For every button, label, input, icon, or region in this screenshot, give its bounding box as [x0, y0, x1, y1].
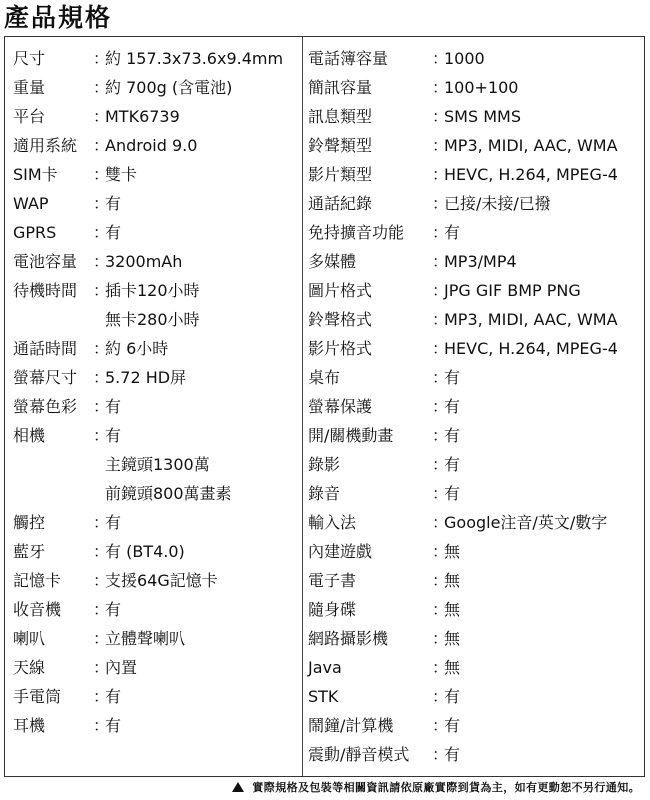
disclaimer-text: 實際規格及包裝等相關資訊請依原廠實際到貨為主，如有更動恕不另行通知。	[252, 781, 640, 794]
spec-value: 有	[105, 194, 122, 213]
spec-value: 100+100	[444, 78, 519, 97]
spec-label: 平台	[13, 107, 46, 126]
spec-label: 影片類型	[308, 165, 373, 184]
spec-separator: ：	[93, 600, 110, 619]
spec-row	[308, 421, 648, 450]
spec-row	[308, 363, 648, 392]
spec-separator: ：	[432, 629, 449, 648]
spec-column-left	[13, 44, 301, 740]
spec-label: 觸控	[13, 513, 46, 532]
spec-value: Android 9.0	[105, 136, 198, 155]
spec-row	[13, 392, 301, 421]
spec-value: 無卡280小時	[105, 310, 200, 329]
spec-separator: ：	[432, 165, 449, 184]
triangle-icon	[232, 782, 244, 792]
spec-separator: ：	[93, 542, 110, 561]
spec-separator: ：	[93, 165, 110, 184]
spec-row	[308, 508, 648, 537]
spec-value: 有	[444, 397, 461, 416]
spec-row	[13, 450, 301, 479]
spec-row	[308, 566, 648, 595]
spec-row	[13, 624, 301, 653]
spec-separator: ：	[93, 194, 110, 213]
spec-row	[308, 653, 648, 682]
spec-separator: ：	[432, 658, 449, 677]
spec-row	[13, 189, 301, 218]
spec-row	[13, 682, 301, 711]
spec-label: 影片格式	[308, 339, 373, 358]
spec-separator: ：	[432, 687, 449, 706]
spec-separator: ：	[432, 571, 449, 590]
spec-separator: ：	[432, 600, 449, 619]
spec-label: 記憶卡	[13, 571, 62, 590]
spec-value: 內置	[105, 658, 138, 677]
spec-label	[13, 305, 93, 334]
spec-row	[13, 595, 301, 624]
spec-value: 有	[105, 426, 122, 445]
spec-row	[308, 740, 648, 769]
spec-label: 鈴聲類型	[308, 136, 373, 155]
spec-label: 待機時間	[13, 281, 78, 300]
spec-row	[308, 189, 648, 218]
spec-value: 有	[444, 426, 461, 445]
spec-separator: ：	[432, 484, 449, 503]
spec-value: 約 700g (含電池)	[105, 78, 233, 97]
spec-separator: ：	[432, 49, 449, 68]
spec-row	[308, 595, 648, 624]
spec-label: 多媒體	[308, 252, 357, 271]
spec-row	[308, 102, 648, 131]
spec-separator: ：	[93, 629, 110, 648]
spec-label: 相機	[13, 426, 46, 445]
spec-row	[13, 653, 301, 682]
spec-value: 有	[444, 716, 461, 735]
spec-separator: ：	[432, 426, 449, 445]
spec-value: 約 6小時	[105, 339, 169, 358]
spec-separator: ：	[93, 716, 110, 735]
disclaimer-note	[232, 779, 640, 797]
spec-label: 藍牙	[13, 542, 46, 561]
spec-separator: ：	[432, 223, 449, 242]
spec-label: 鬧鐘/計算機	[308, 716, 394, 735]
spec-label: 喇叭	[13, 629, 46, 648]
spec-separator: ：	[93, 223, 110, 242]
spec-value: 主鏡頭1300萬	[105, 455, 210, 474]
spec-label: 螢幕色彩	[13, 397, 78, 416]
spec-separator: ：	[93, 281, 110, 300]
spec-value: 有	[105, 397, 122, 416]
spec-separator: ：	[432, 716, 449, 735]
spec-value: HEVC, H.264, MPEG-4	[444, 339, 618, 358]
spec-separator: ：	[432, 136, 449, 155]
spec-value: 有 (BT4.0)	[105, 542, 185, 561]
page-title: 產品規格	[4, 3, 113, 32]
spec-separator: ：	[432, 455, 449, 474]
spec-separator: ：	[93, 339, 110, 358]
spec-value: 無	[444, 629, 461, 648]
spec-value: 插卡120小時	[105, 281, 200, 300]
spec-label: 螢幕尺寸	[13, 368, 78, 387]
spec-row	[13, 160, 301, 189]
spec-row	[13, 102, 301, 131]
spec-row	[13, 508, 301, 537]
spec-row	[308, 131, 648, 160]
spec-separator: ：	[432, 78, 449, 97]
spec-row	[308, 624, 648, 653]
spec-separator: ：	[93, 426, 110, 445]
spec-separator: ：	[93, 49, 110, 68]
spec-value: MTK6739	[105, 107, 180, 126]
spec-label	[13, 479, 93, 508]
spec-label: 錄音	[308, 484, 341, 503]
spec-label: 輸入法	[308, 513, 357, 532]
spec-label: 螢幕保護	[308, 397, 373, 416]
spec-value: MP3, MIDI, AAC, WMA	[444, 310, 618, 329]
spec-row	[13, 363, 301, 392]
spec-separator: ：	[432, 397, 449, 416]
spec-label: 重量	[13, 78, 46, 97]
spec-row	[13, 334, 301, 363]
spec-label: 內建遊戲	[308, 542, 373, 561]
spec-label: 桌布	[308, 368, 341, 387]
spec-value: 無	[444, 600, 461, 619]
spec-row	[308, 160, 648, 189]
spec-column-right	[308, 44, 648, 769]
spec-separator: ：	[432, 513, 449, 532]
spec-label: SIM卡	[13, 165, 58, 184]
spec-separator: ：	[432, 339, 449, 358]
spec-separator: ：	[93, 397, 110, 416]
spec-label: 簡訊容量	[308, 78, 373, 97]
spec-value: 前鏡頭800萬畫素	[105, 484, 232, 503]
spec-label: 適用系統	[13, 136, 78, 155]
spec-row	[13, 247, 301, 276]
spec-row	[13, 711, 301, 740]
spec-value: 有	[444, 687, 461, 706]
spec-row	[13, 537, 301, 566]
spec-value: 無	[444, 658, 461, 677]
spec-label: 通話紀錄	[308, 194, 373, 213]
spec-value: 支援64G記憶卡	[105, 571, 218, 590]
spec-label: 震動/靜音模式	[308, 745, 410, 764]
spec-label: 開/關機動畫	[308, 426, 394, 445]
spec-row	[13, 276, 301, 305]
spec-separator	[93, 450, 105, 479]
spec-label	[13, 450, 93, 479]
spec-row	[308, 218, 648, 247]
spec-separator	[93, 305, 105, 334]
spec-value: 5.72 HD屏	[105, 368, 187, 387]
spec-separator: ：	[432, 542, 449, 561]
spec-value: 無	[444, 542, 461, 561]
spec-row	[13, 479, 301, 508]
spec-separator: ：	[93, 107, 110, 126]
spec-separator: ：	[432, 107, 449, 126]
spec-row	[308, 247, 648, 276]
spec-value: 雙卡	[105, 165, 138, 184]
spec-label: 尺寸	[13, 49, 46, 68]
spec-value: 已接/未接/已撥	[444, 194, 551, 213]
spec-value: SMS MMS	[444, 107, 521, 126]
spec-value: 約 157.3x73.6x9.4mm	[105, 49, 284, 68]
spec-label: 電池容量	[13, 252, 78, 271]
spec-separator: ：	[93, 368, 110, 387]
spec-value: 1000	[444, 49, 485, 68]
spec-row	[13, 131, 301, 160]
column-divider	[302, 37, 303, 776]
spec-row	[308, 305, 648, 334]
spec-row	[308, 537, 648, 566]
spec-row	[308, 711, 648, 740]
spec-row	[13, 566, 301, 595]
spec-row	[13, 305, 301, 334]
spec-label: 隨身碟	[308, 600, 357, 619]
spec-label: Java	[308, 658, 342, 677]
spec-separator: ：	[93, 513, 110, 532]
spec-label: WAP	[13, 194, 49, 213]
spec-separator: ：	[93, 78, 110, 97]
spec-separator: ：	[432, 310, 449, 329]
spec-value: 有	[444, 368, 461, 387]
spec-value: 3200mAh	[105, 252, 183, 271]
spec-separator: ：	[432, 368, 449, 387]
spec-row	[308, 450, 648, 479]
spec-label: 耳機	[13, 716, 46, 735]
spec-value: JPG GIF BMP PNG	[444, 281, 581, 300]
spec-label: 天線	[13, 658, 46, 677]
spec-value: MP3/MP4	[444, 252, 517, 271]
spec-value: 有	[444, 455, 461, 474]
spec-label: 錄影	[308, 455, 341, 474]
spec-value: 有	[444, 484, 461, 503]
spec-row	[308, 334, 648, 363]
spec-separator: ：	[432, 194, 449, 213]
spec-label: GPRS	[13, 223, 57, 242]
spec-label: 電子書	[308, 571, 357, 590]
spec-row	[13, 218, 301, 247]
spec-separator: ：	[93, 658, 110, 677]
spec-row	[308, 73, 648, 102]
spec-row	[308, 682, 648, 711]
spec-value: 有	[105, 513, 122, 532]
spec-label: 通話時間	[13, 339, 78, 358]
spec-value: 有	[105, 600, 122, 619]
spec-label: 訊息類型	[308, 107, 373, 126]
spec-label: 網路攝影機	[308, 629, 389, 648]
spec-separator: ：	[432, 281, 449, 300]
spec-label: STK	[308, 687, 339, 706]
spec-separator: ：	[432, 745, 449, 764]
spec-label: 鈴聲格式	[308, 310, 373, 329]
spec-separator: ：	[432, 252, 449, 271]
spec-separator: ：	[93, 571, 110, 590]
spec-value: 有	[105, 687, 122, 706]
spec-separator	[93, 479, 105, 508]
spec-label: 收音機	[13, 600, 62, 619]
spec-value: 無	[444, 571, 461, 590]
spec-value: 有	[444, 223, 461, 242]
spec-value: 有	[105, 716, 122, 735]
spec-row	[308, 44, 648, 73]
spec-value: 有	[444, 745, 461, 764]
spec-separator: ：	[93, 136, 110, 155]
spec-value: HEVC, H.264, MPEG-4	[444, 165, 618, 184]
spec-row	[308, 479, 648, 508]
spec-separator: ：	[93, 687, 110, 706]
spec-row	[13, 44, 301, 73]
spec-label: 圖片格式	[308, 281, 373, 300]
spec-label: 電話簿容量	[308, 49, 389, 68]
spec-row	[13, 73, 301, 102]
spec-value: MP3, MIDI, AAC, WMA	[444, 136, 618, 155]
spec-label: 免持擴音功能	[308, 223, 405, 242]
spec-value: 立體聲喇叭	[105, 629, 186, 648]
spec-value: 有	[105, 223, 122, 242]
spec-row	[13, 421, 301, 450]
spec-label: 手電筒	[13, 687, 62, 706]
spec-value: Google注音/英文/數字	[444, 513, 608, 532]
spec-row	[308, 276, 648, 305]
spec-separator: ：	[93, 252, 110, 271]
spec-row	[308, 392, 648, 421]
